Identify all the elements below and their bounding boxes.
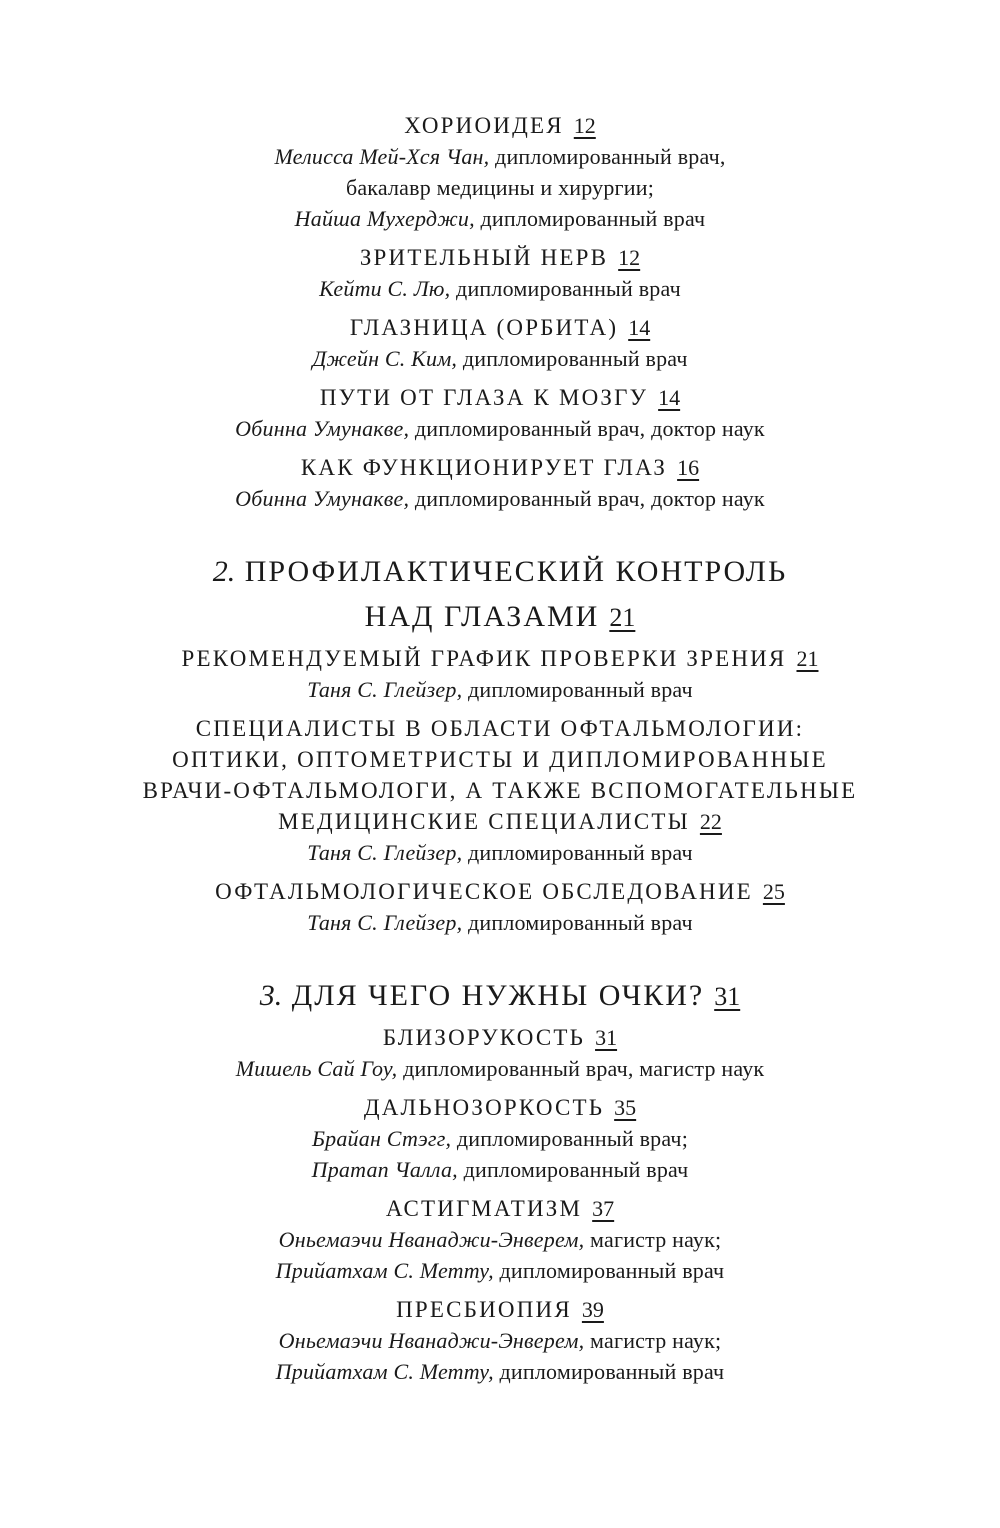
author-credentials: дипломированный врач <box>467 840 693 865</box>
author-line <box>0 1325 1000 1356</box>
entry-title-line <box>0 382 1000 413</box>
toc-entry <box>0 713 1000 868</box>
author-line <box>0 413 1000 444</box>
author-line <box>0 837 1000 868</box>
author-credentials: дипломированный врач <box>499 1359 725 1384</box>
entry-page-link[interactable]: 37 <box>592 1196 615 1221</box>
entry-title-text: ОПТИКИ, ОПТОМЕТРИСТЫ И ДИПЛОМИРОВАННЫЕ <box>172 747 828 772</box>
author-line <box>0 1123 1000 1154</box>
toc-section <box>0 110 1000 514</box>
author-line <box>0 483 1000 514</box>
author-name: Таня С. Глейзер, <box>307 677 463 702</box>
toc-entry <box>0 452 1000 514</box>
entry-title-text: ХОРИОИДЕЯ <box>404 113 564 138</box>
author-credentials: дипломированный врач, магистр наук <box>403 1056 765 1081</box>
entry-title-text: КАК ФУНКЦИОНИРУЕТ ГЛАЗ <box>300 455 668 480</box>
entry-page-link[interactable]: 14 <box>628 315 651 340</box>
author-name: Джейн С. Ким, <box>312 346 458 371</box>
author-name: Мелисса Мей-Хся Чан, <box>274 144 490 169</box>
entry-title-line <box>0 452 1000 483</box>
entry-page-link[interactable]: 21 <box>796 646 819 671</box>
entry-title-line <box>0 1022 1000 1053</box>
author-credentials: дипломированный врач, доктор наук <box>414 486 765 511</box>
entry-title-text: ПУТИ ОТ ГЛАЗА К МОЗГУ <box>319 385 649 410</box>
author-name: Оньемаэчи Нванаджи-Энверем, <box>278 1227 585 1252</box>
toc-entry <box>0 1022 1000 1084</box>
toc-entry <box>0 876 1000 938</box>
chapter-number: 3. <box>259 979 283 1012</box>
entry-page-link[interactable]: 16 <box>677 455 700 480</box>
toc-entry <box>0 1294 1000 1387</box>
toc-section <box>0 976 1000 1387</box>
author-credentials: бакалавр медицины и хирургии; <box>345 175 655 200</box>
toc-entry <box>0 110 1000 234</box>
entry-page-link[interactable]: 14 <box>658 385 681 410</box>
author-credentials: дипломированный врач; <box>456 1126 689 1151</box>
entry-title-line <box>0 744 1000 775</box>
author-line <box>0 1224 1000 1255</box>
author-credentials: дипломированный врач <box>456 276 681 301</box>
author-name: Найша Мухерджи, <box>294 206 475 231</box>
entry-page-link[interactable]: 35 <box>614 1095 637 1120</box>
entry-title-text: РЕКОМЕНДУЕМЫЙ ГРАФИК ПРОВЕРКИ ЗРЕНИЯ <box>181 646 787 671</box>
entry-title-line <box>0 312 1000 343</box>
entry-title-line <box>0 242 1000 273</box>
toc-entry <box>0 382 1000 444</box>
author-credentials: дипломированный врач <box>480 206 706 231</box>
chapter-page-link[interactable]: 21 <box>609 603 636 632</box>
author-credentials: дипломированный врач, доктор наук <box>414 416 765 441</box>
author-credentials: дипломированный врач <box>462 346 688 371</box>
chapter-title-line <box>0 597 1000 637</box>
author-credentials: дипломированный врач <box>463 1157 689 1182</box>
author-line <box>0 907 1000 938</box>
entry-title-text: МЕДИЦИНСКИЕ СПЕЦИАЛИСТЫ <box>278 809 690 834</box>
entry-title-text: АСТИГМАТИЗМ <box>385 1196 583 1221</box>
author-credentials: магистр наук; <box>590 1227 722 1252</box>
author-credentials: дипломированный врач <box>467 677 693 702</box>
entry-page-link[interactable]: 39 <box>581 1297 604 1322</box>
author-name: Таня С. Глейзер, <box>307 910 463 935</box>
entry-title-line <box>0 1193 1000 1224</box>
entry-page-link[interactable]: 12 <box>618 245 641 270</box>
chapter-title-text: ПРОФИЛАКТИЧЕСКИЙ КОНТРОЛЬ <box>244 555 788 588</box>
chapter-title-line <box>0 552 1000 591</box>
chapter-title-text: ДЛЯ ЧЕГО НУЖНЫ ОЧКИ? <box>291 979 705 1012</box>
author-name: Прийатхам С. Метту, <box>275 1359 494 1384</box>
author-line <box>0 674 1000 705</box>
entry-title-line <box>0 806 1000 837</box>
entry-title-line <box>0 713 1000 744</box>
chapter-title-line <box>0 976 1000 1016</box>
entry-title-line <box>0 775 1000 806</box>
chapter-title-text: НАД ГЛАЗАМИ <box>364 600 600 633</box>
toc-entry <box>0 1193 1000 1286</box>
entry-title-text: СПЕЦИАЛИСТЫ В ОБЛАСТИ ОФТАЛЬМОЛОГИИ: <box>195 716 805 741</box>
author-line <box>0 1356 1000 1387</box>
author-line <box>0 273 1000 304</box>
author-name: Обинна Умунакве, <box>235 416 410 441</box>
author-line <box>0 1154 1000 1185</box>
author-credentials: дипломированный врач <box>499 1258 725 1283</box>
toc-section <box>0 552 1000 938</box>
chapter-number: 2. <box>212 555 236 588</box>
author-name: Оньемаэчи Нванаджи-Энверем, <box>278 1328 585 1353</box>
entry-title-text: ВРАЧИ-ОФТАЛЬМОЛОГИ, А ТАКЖЕ ВСПОМОГАТЕЛЬНЫЕ <box>142 778 858 803</box>
author-name: Кейти С. Лю, <box>319 276 451 301</box>
author-credentials: дипломированный врач <box>467 910 693 935</box>
author-name: Таня С. Глейзер, <box>307 840 463 865</box>
author-credentials: дипломированный врач, <box>495 144 726 169</box>
entry-title-text: ПРЕСБИОПИЯ <box>396 1297 572 1322</box>
author-line <box>0 1053 1000 1084</box>
author-credentials: магистр наук; <box>590 1328 722 1353</box>
author-line <box>0 172 1000 203</box>
author-name: Мишель Сай Гоу, <box>235 1056 398 1081</box>
author-name: Брайан Стэгг, <box>311 1126 452 1151</box>
entry-page-link[interactable]: 22 <box>699 809 722 834</box>
entry-title-text: БЛИЗОРУКОСТЬ <box>382 1025 586 1050</box>
entry-title-text: ГЛАЗНИЦА (ОРБИТА) <box>349 315 619 340</box>
entry-title-line <box>0 1294 1000 1325</box>
entry-title-line <box>0 643 1000 674</box>
entry-page-link[interactable]: 31 <box>595 1025 618 1050</box>
chapter-page-link[interactable]: 31 <box>714 982 741 1011</box>
entry-page-link[interactable]: 25 <box>762 879 785 904</box>
author-line <box>0 343 1000 374</box>
entry-title-line <box>0 876 1000 907</box>
toc-entry <box>0 643 1000 705</box>
author-name: Обинна Умунакве, <box>235 486 410 511</box>
toc-entry <box>0 312 1000 374</box>
author-name: Прийатхам С. Метту, <box>275 1258 494 1283</box>
entry-title-text: ДАЛЬНОЗОРКОСТЬ <box>363 1095 605 1120</box>
entry-title-line <box>0 1092 1000 1123</box>
entry-page-link[interactable]: 12 <box>573 113 596 138</box>
toc-entry <box>0 242 1000 304</box>
toc-entry <box>0 1092 1000 1185</box>
author-line <box>0 203 1000 234</box>
author-line <box>0 1255 1000 1286</box>
author-line <box>0 141 1000 172</box>
entry-title-line <box>0 110 1000 141</box>
author-name: Пратап Чалла, <box>311 1157 458 1182</box>
entry-title-text: ЗРИТЕЛЬНЫЙ НЕРВ <box>359 245 609 270</box>
entry-title-text: ОФТАЛЬМОЛОГИЧЕСКОЕ ОБСЛЕДОВАНИЕ <box>215 879 753 904</box>
